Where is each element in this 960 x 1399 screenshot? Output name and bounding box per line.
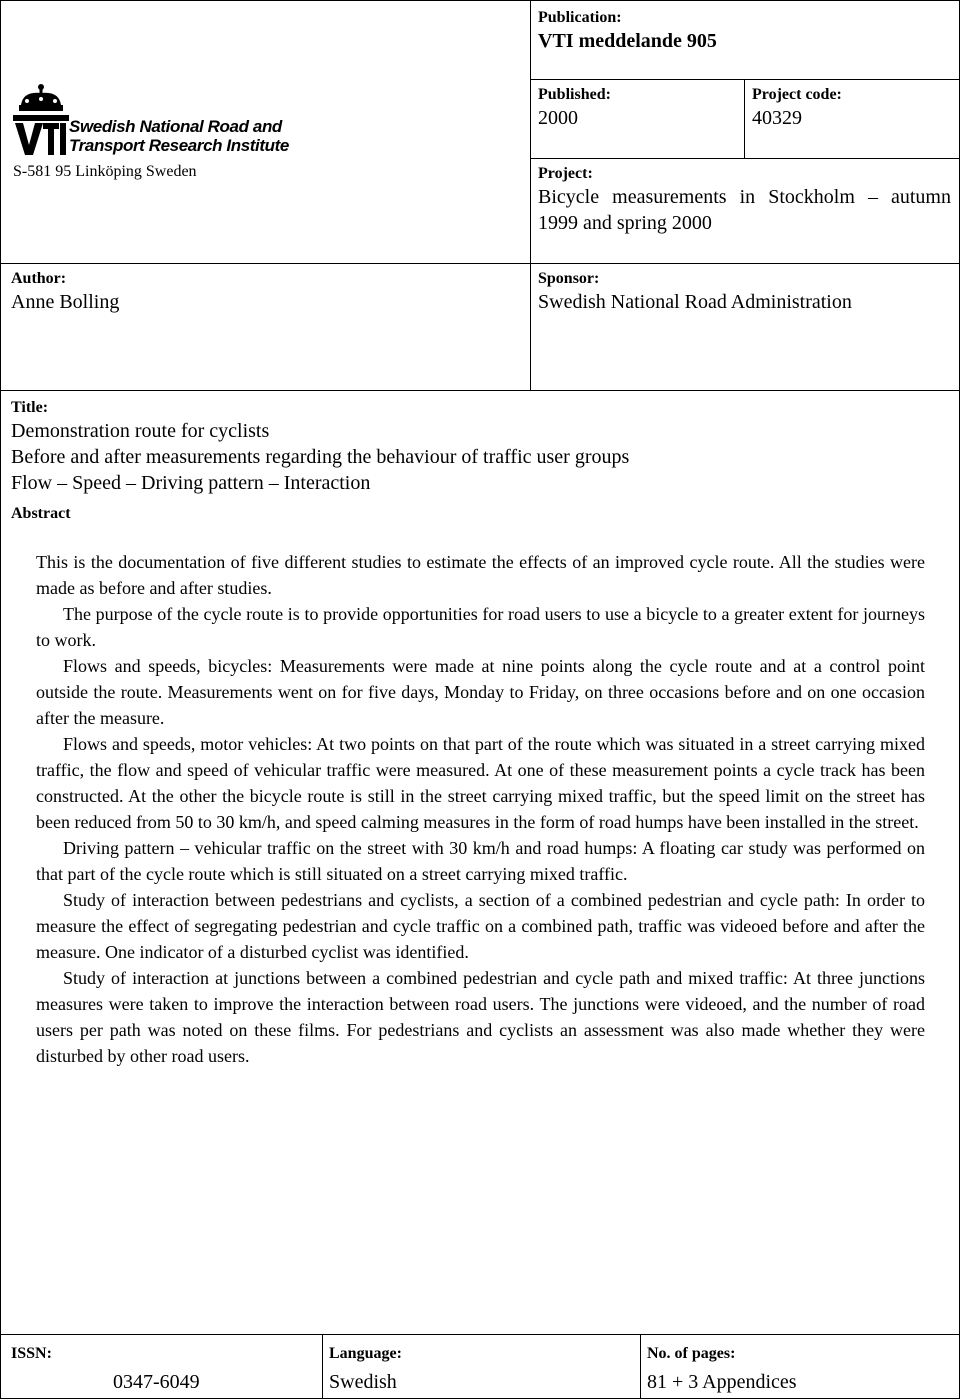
institute-name-line1: Swedish National Road and	[69, 117, 282, 136]
issn-value: 0347-6049	[113, 1371, 200, 1393]
abstract-paragraph: Study of interaction at junctions between a combined pedestrian and cycle path and mixed traffic: At three junctions measures were taken to improve the interaction between road users. The junctions were videoed, and the number of road users per path was noted on these films. For pedestrians and cyclists an assessment was also made whether they were disturbed by other road users.	[36, 968, 925, 1066]
institute-cell	[0, 0, 531, 264]
sponsor-value: Swedish National Road Administration	[538, 291, 852, 313]
project-code-value: 40329	[752, 107, 802, 129]
pages-cell	[640, 1334, 960, 1399]
abstract-body	[36, 549, 925, 1069]
project-code-label: Project code:	[752, 86, 842, 103]
abstract-paragraph: Study of interaction between pedestrians and cyclists, a section of a combined pedestrian and cycle path: In order to measure the effect of segregating pedestrian and cycle traffic on a combined path, traffic was videoed before and after the measure. One indicator of a disturbed cyclist was identified.	[36, 890, 925, 962]
published-cell	[530, 79, 745, 159]
abstract-paragraph: Driving pattern – vehicular traffic on the street with 30 km/h and road humps: A floating car study was performed on that part of the cycle route which is still situated on a street carrying mixed traffic.	[36, 838, 925, 884]
project-cell	[530, 158, 960, 264]
abstract-paragraph: The purpose of the cycle route is to provide opportunities for road users to use a bicycle to a greater extent for journeys to work.	[36, 604, 925, 650]
published-label: Published:	[538, 86, 611, 103]
publication-label: Publication:	[538, 9, 622, 26]
abstract-paragraph: Flows and speeds, motor vehicles: At two points on that part of the route which was situated in a street carrying mixed traffic, the flow and speed of vehicular traffic were measured. At one of these measurement points a cycle track has been constructed. At the other the bicycle route is still in the street carrying mixed traffic, but the speed limit on the street has been reduced from 50 to 30 km/h, and speed calming measures in the form of road humps have been installed in the street.	[36, 734, 925, 832]
language-cell	[322, 1334, 641, 1399]
pages-label: No. of pages:	[647, 1345, 736, 1362]
sponsor-cell	[530, 263, 960, 391]
title-abstract-cell	[0, 390, 960, 1335]
sponsor-label: Sponsor:	[538, 270, 600, 287]
published-value: 2000	[538, 107, 578, 129]
pages-value: 81 + 3 Appendices	[647, 1371, 797, 1393]
title-line: Demonstration route for cyclists	[11, 420, 270, 442]
author-label: Author:	[11, 270, 67, 287]
title-line: Before and after measurements regarding the behaviour of traffic user groups	[11, 446, 630, 468]
author-value: Anne Bolling	[11, 291, 120, 313]
publication-value: VTI meddelande 905	[538, 30, 717, 52]
institute-name-line2: Transport Research Institute	[69, 136, 289, 155]
abstract-paragraph: This is the documentation of five different studies to estimate the effects of an improved cycle route. All the studies were made as before and after studies.	[36, 552, 925, 598]
crown-logo-icon	[13, 83, 69, 157]
issn-label: ISSN:	[11, 1345, 52, 1362]
publication-cell	[530, 0, 960, 80]
abstract-label: Abstract	[11, 505, 71, 522]
issn-cell	[0, 1334, 323, 1399]
title-line: Flow – Speed – Driving pattern – Interaction	[11, 472, 371, 494]
language-value: Swedish	[329, 1371, 397, 1393]
language-label: Language:	[329, 1345, 402, 1362]
author-cell	[0, 263, 531, 391]
abstract-paragraph: Flows and speeds, bicycles: Measurements were made at nine points along the cycle route and at a control point outside the route. Measurements went on for five days, Monday to Friday, on three occasions before and on one occasion after the measure.	[36, 656, 925, 728]
project-code-cell	[744, 79, 960, 159]
project-value: Bicycle measurements in Stockholm – autumn 1999 and spring 2000	[538, 186, 951, 234]
institute-address: S-581 95 Linköping Sweden	[13, 163, 197, 180]
project-label: Project:	[538, 165, 593, 182]
title-label: Title:	[11, 399, 49, 416]
